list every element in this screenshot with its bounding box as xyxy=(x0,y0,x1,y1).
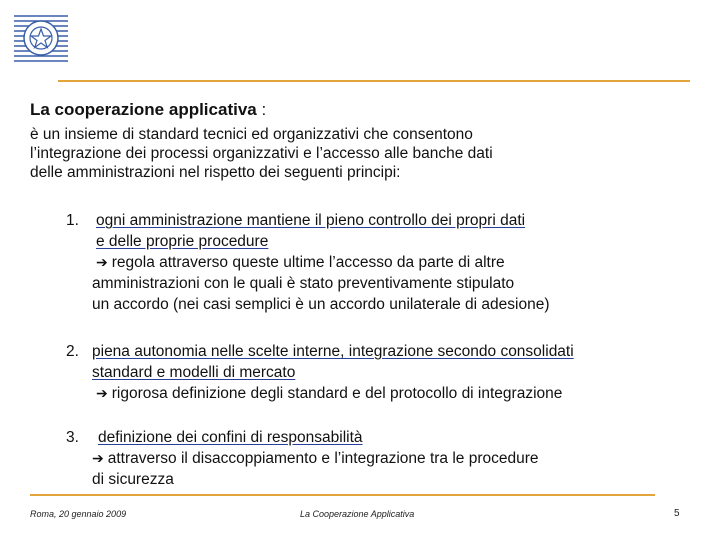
consequence-line: un accordo (nei casi semplici è un accordo unilaterale di adesione) xyxy=(92,296,550,313)
bottom-divider xyxy=(30,494,655,496)
consequence-line: ➔ attraverso il disaccoppiamento e l’integrazione tra le procedure xyxy=(92,450,539,467)
right-arrow-icon: ➔ xyxy=(96,385,108,401)
intro-line: è un insieme di standard tecnici ed organizzativi che consentono xyxy=(30,126,473,143)
principle-text: definizione dei confini di responsabilità xyxy=(98,429,363,446)
heading-text: La cooperazione applicativa xyxy=(30,100,257,119)
consequence-line: ➔ regola attraverso queste ultime l’accesso da parte di altre xyxy=(96,254,505,271)
consequence-line: di sicurezza xyxy=(92,471,174,488)
slide-heading xyxy=(30,100,266,120)
footer-date: Roma, 20 gennaio 2009 xyxy=(30,509,127,519)
principle-text: e delle proprie procedure xyxy=(96,233,269,250)
right-arrow-icon: ➔ xyxy=(96,254,108,270)
item-number: 2. xyxy=(66,343,79,360)
principle-text: piena autonomia nelle scelte interne, integrazione secondo consolidati xyxy=(92,343,574,360)
emblem-logo-icon xyxy=(12,10,70,68)
consequence-line: ➔ rigorosa definizione degli standard e del protocollo di integrazione xyxy=(96,385,563,402)
intro-line: l’integrazione dei processi organizzativi e l’accesso alle banche dati xyxy=(30,145,493,162)
right-arrow-icon: ➔ xyxy=(92,450,104,466)
intro-paragraph xyxy=(30,125,690,182)
item-number: 1. xyxy=(66,212,79,229)
top-divider xyxy=(58,80,690,82)
footer-title: La Cooperazione Applicativa xyxy=(300,509,415,519)
consequence-line: amministrazioni con le quali è stato preventivamente stipulato xyxy=(92,275,515,292)
intro-line: delle amministrazioni nel rispetto dei seguenti principi: xyxy=(30,164,401,181)
principle-text: ogni amministrazione mantiene il pieno controllo dei propri dati xyxy=(96,212,526,229)
item-number: 3. xyxy=(66,429,79,446)
principle-text: standard e modelli di mercato xyxy=(92,364,296,381)
heading-colon: : xyxy=(256,100,267,119)
page-number: 5 xyxy=(674,508,680,519)
